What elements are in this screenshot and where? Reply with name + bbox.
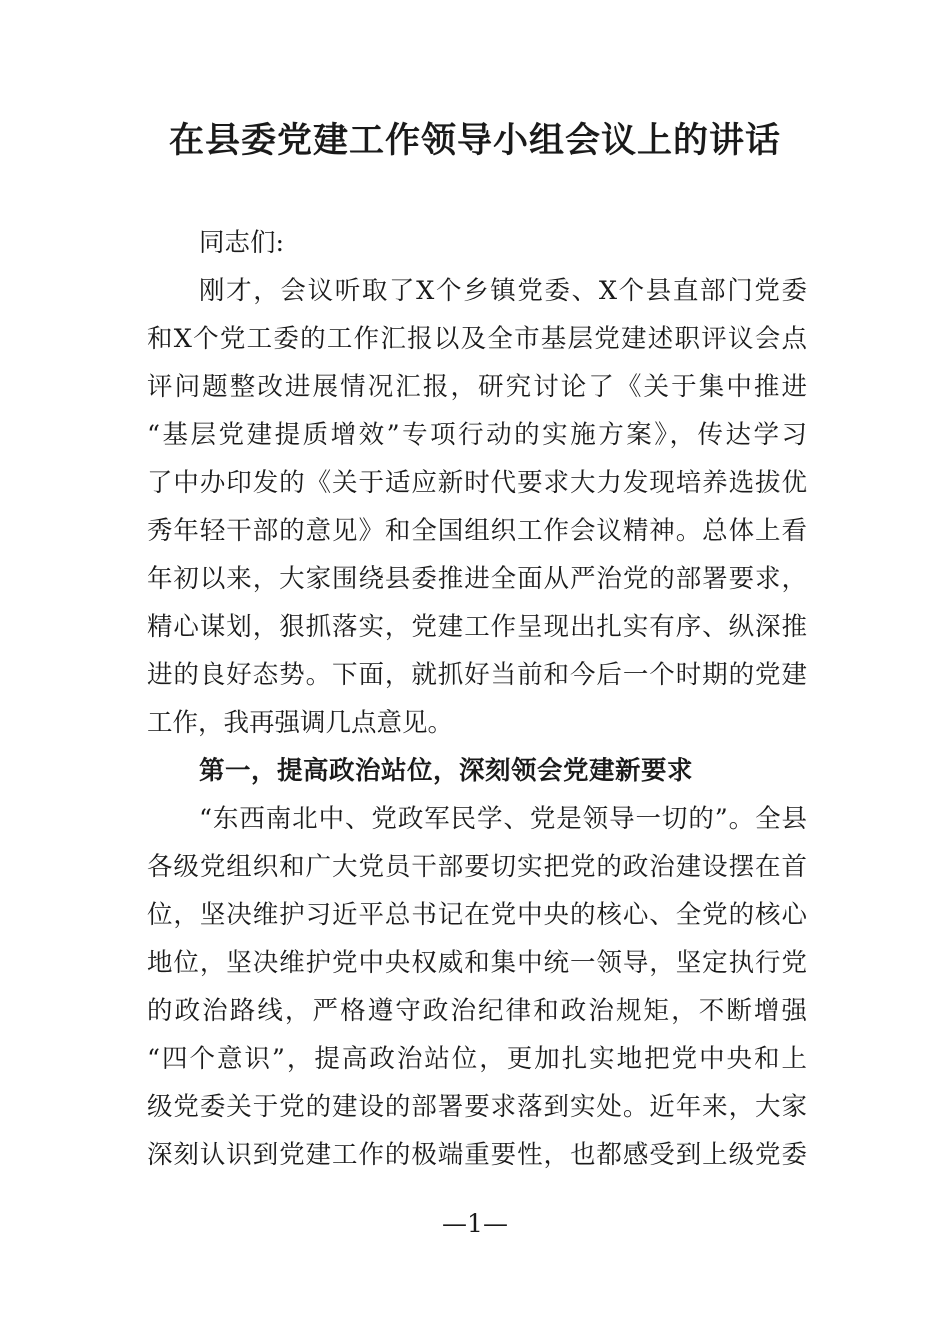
paragraph-1-line: 工作，我再强调几点意见。 — [147, 708, 454, 738]
paragraph-2-line: 的政治路线，严格遵守政治纪律和政治规矩，不断增强 — [147, 996, 807, 1026]
paragraph-2-line: 位，坚决维护习近平总书记在党中央的核心、全党的核心 — [147, 900, 807, 930]
paragraph-1-line: 精心谋划，狠抓落实，党建工作呈现出扎实有序、纵深推 — [147, 612, 807, 642]
paragraph-1-line: 进的良好态势。下面，就抓好当前和今后一个时期的党建 — [147, 660, 807, 690]
document-title: 在县委党建工作领导小组会议上的讲话 — [168, 120, 781, 161]
paragraph-2-line: 各级党组织和广大党员干部要切实把党的政治建设摆在首 — [147, 852, 807, 882]
paragraph-1-line: 和X个党工委的工作汇报以及全市基层党建述职评议会点 — [147, 324, 807, 354]
paragraph-2-line: 地位，坚决维护党中央权威和集中统一领导，坚定执行党 — [147, 948, 807, 978]
paragraph-2-line: 深刻认识到党建工作的极端重要性，也都感受到上级党委 — [147, 1140, 807, 1170]
paragraph-1-line: 秀年轻干部的意见》和全国组织工作会议精神。总体上看 — [147, 516, 807, 546]
page-number: —1— — [442, 1209, 508, 1238]
paragraph-2-line: 级党委关于党的建设的部署要求落到实处。近年来，大家 — [147, 1092, 807, 1122]
paragraph-2-line: “四个意识”，提高政治站位，更加扎实地把党中央和上 — [147, 1044, 807, 1074]
paragraph-1-line: 年初以来，大家围绕县委推进全面从严治党的部署要求， — [147, 564, 807, 594]
paragraph-1-line: 刚才，会议听取了X个乡镇党委、X个县直部门党委 — [199, 276, 807, 306]
paragraph-1-line: 了中办印发的《关于适应新时代要求大力发现培养选拔优 — [147, 468, 807, 498]
paragraph-1-line: 评问题整改进展情况汇报，研究讨论了《关于集中推进 — [147, 372, 807, 402]
salutation: 同志们: — [199, 228, 285, 258]
section-1-heading: 第一，提高政治站位，深刻领会党建新要求 — [199, 756, 694, 786]
paragraph-2-line: “东西南北中、党政军民学、党是领导一切的”。全县 — [199, 804, 807, 834]
paragraph-1-line: “基层党建提质增效”专项行动的实施方案》，传达学习 — [147, 420, 807, 450]
document-body — [147, 219, 807, 1179]
